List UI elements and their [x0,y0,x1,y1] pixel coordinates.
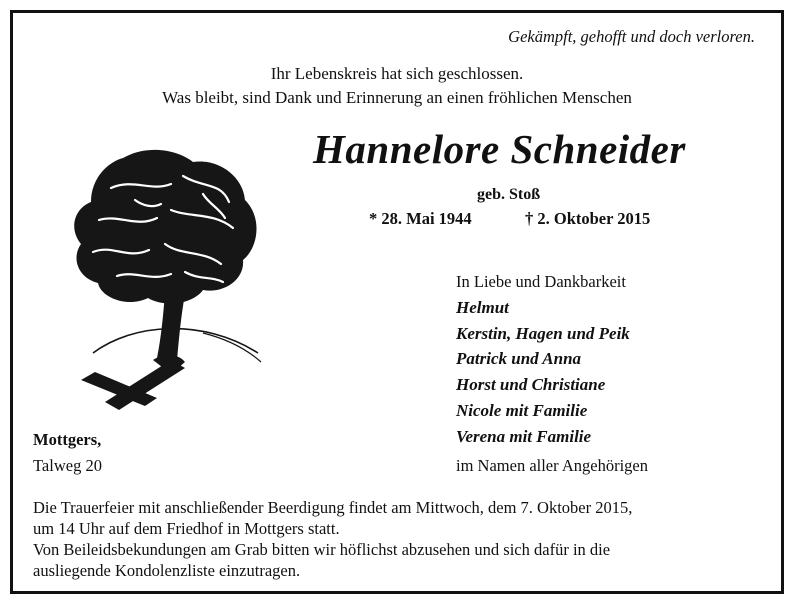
tree-cross-icon [53,148,268,413]
mourner-name: Horst und Christiane [456,375,606,394]
mourners-footer: im Namen aller Angehörigen [456,456,648,475]
mourners-intro: In Liebe und Dankbarkeit [456,272,626,291]
notice-line-2: um 14 Uhr auf dem Friedhof in Mottgers statt. [33,519,340,538]
mourner-name: Kerstin, Hagen und Peik [456,324,630,343]
mourner-name: Verena mit Familie [456,427,592,446]
notice-line-4: ausliegende Kondolenzliste einzutragen. [33,561,301,580]
deceased-name: Hannelore Schneider [313,126,686,172]
address-street: Talweg 20 [33,456,102,475]
mourner-name: Patrick und Anna [456,349,582,368]
notice-line-3: Von Beileidsbekundungen am Grab bitten wir höflichst abzusehen und sich dafür in die [33,540,611,559]
intro-line-1: Ihr Lebenskreis hat sich geschlossen. [270,64,524,83]
birth-date: * 28. Mai 1944 [369,209,472,228]
mourner-name: Nicole mit Familie [456,401,588,420]
notice-line-1: Die Trauerfeier mit anschließender Beerdigung findet am Mittwoch, dem 7. Oktober 2015, [33,498,633,517]
address-town: Mottgers, [33,430,102,449]
mourner-name: Helmut [456,298,509,317]
born-name: geb. Stoß [477,186,541,203]
motto: Gekämpft, gehofft und doch verloren. [508,27,755,46]
intro-line-2: Was bleibt, sind Dank und Erinnerung an einen fröhlichen Menschen [162,88,632,107]
obituary-frame [10,10,784,594]
death-date: † 2. Oktober 2015 [525,209,651,228]
